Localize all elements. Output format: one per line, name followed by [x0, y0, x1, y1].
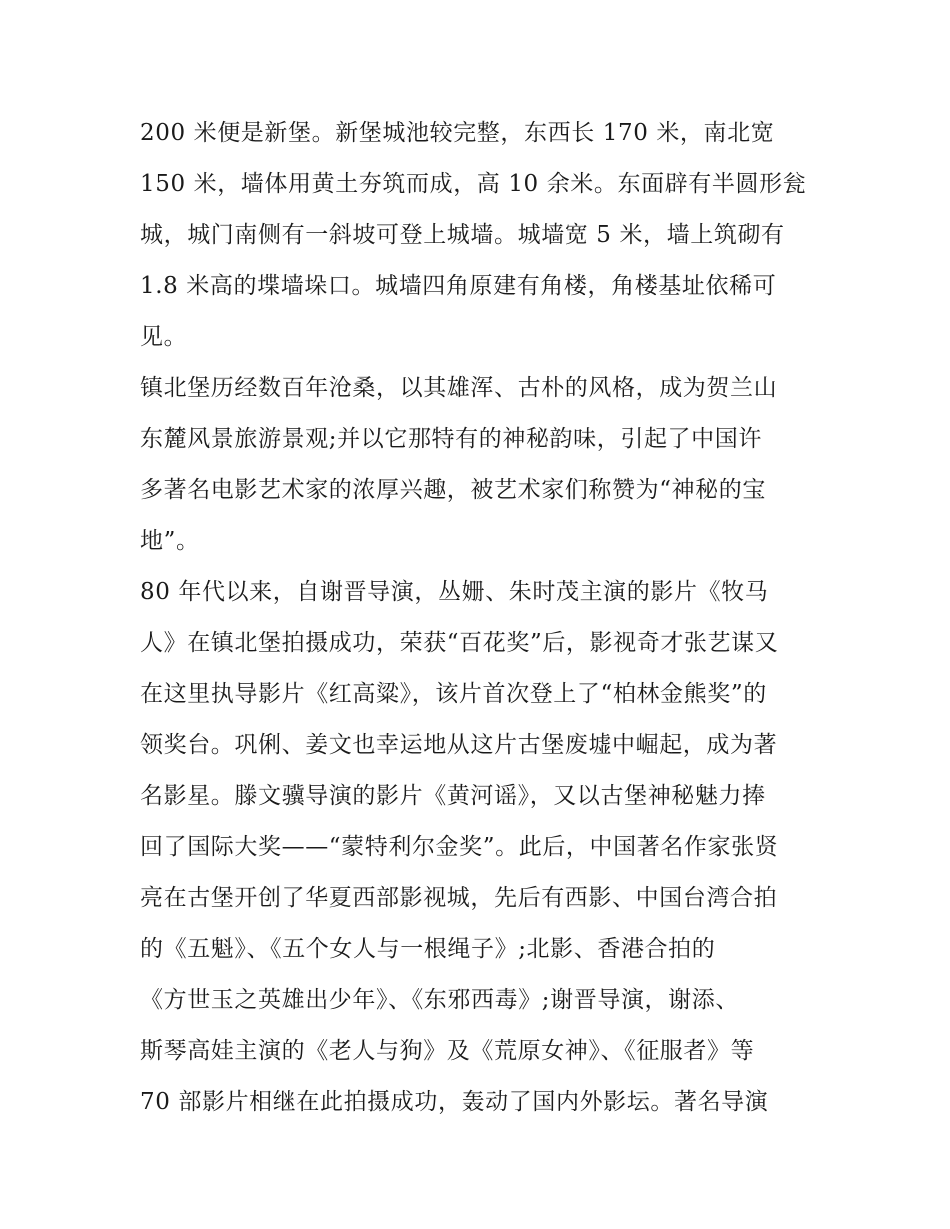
text-line: 斯琴高娃主演的《老人与狗》及《荒原女神》、《征服者》等	[140, 1038, 755, 1064]
paragraph-film-history	[140, 567, 820, 1128]
text-line: 人》在镇北堡拍摄成功，荣获“百花奖”后，影视奇才张艺谋又	[140, 630, 779, 656]
text-line: 在这里执导影片《红高粱》，该片首次登上了“柏林金熊奖”的	[140, 681, 767, 707]
text-line: 见。	[140, 324, 188, 350]
text-line: 的《五魁》、《五个女人与一根绳子》;北影、香港合拍的	[140, 936, 716, 962]
paragraph-new-fort	[140, 108, 820, 363]
text-line: 东麓风景旅游景观;并以它那特有的神秘韵味，引起了中国许	[140, 426, 762, 452]
document-body	[140, 108, 820, 1128]
text-line: 80 年代以来，自谢晋导演，丛姗、朱时茂主演的影片《牧马	[140, 579, 769, 605]
text-line: 名影星。滕文骥导演的影片《黄河谣》，又以古堡神秘魅力捧	[140, 783, 766, 809]
text-line: 《方世玉之英雄出少年》、《东邪西毒》;谢晋导演，谢添、	[140, 987, 739, 1013]
text-line: 回了国际大奖——“蒙特利尔金奖”。此后，中国著名作家张贤	[140, 834, 779, 860]
text-line: 地”。	[140, 528, 200, 554]
paragraph-zhenbeibao-scenery	[140, 363, 820, 567]
text-line: 70 部影片相继在此拍摄成功，轰动了国内外影坛。著名导演	[140, 1089, 769, 1115]
text-line: 200 米便是新堡。新堡城池较完整，东西长 170 米，南北宽	[140, 120, 775, 146]
text-line: 多著名电影艺术家的浓厚兴趣，被艺术家们称赞为“神秘的宝	[140, 477, 766, 503]
text-line: 1.8 米高的堞墙垛口。城墙四角原建有角楼，角楼基址依稀可	[140, 273, 777, 299]
text-line: 城，城门南侧有一斜坡可登上城墙。城墙宽 5 米，墙上筑砌有	[140, 222, 785, 248]
text-line: 镇北堡历经数百年沧桑，以其雄浑、古朴的风格，成为贺兰山	[140, 375, 778, 401]
text-line: 亮在古堡开创了华夏西部影视城，先后有西影、中国台湾合拍	[140, 885, 778, 911]
text-line: 领奖台。巩俐、姜文也幸运地从这片古堡废墟中崛起，成为著	[140, 732, 778, 758]
text-line: 150 米，墙体用黄土夯筑而成，高 10 余米。东面辟有半圆形瓮	[140, 171, 807, 197]
